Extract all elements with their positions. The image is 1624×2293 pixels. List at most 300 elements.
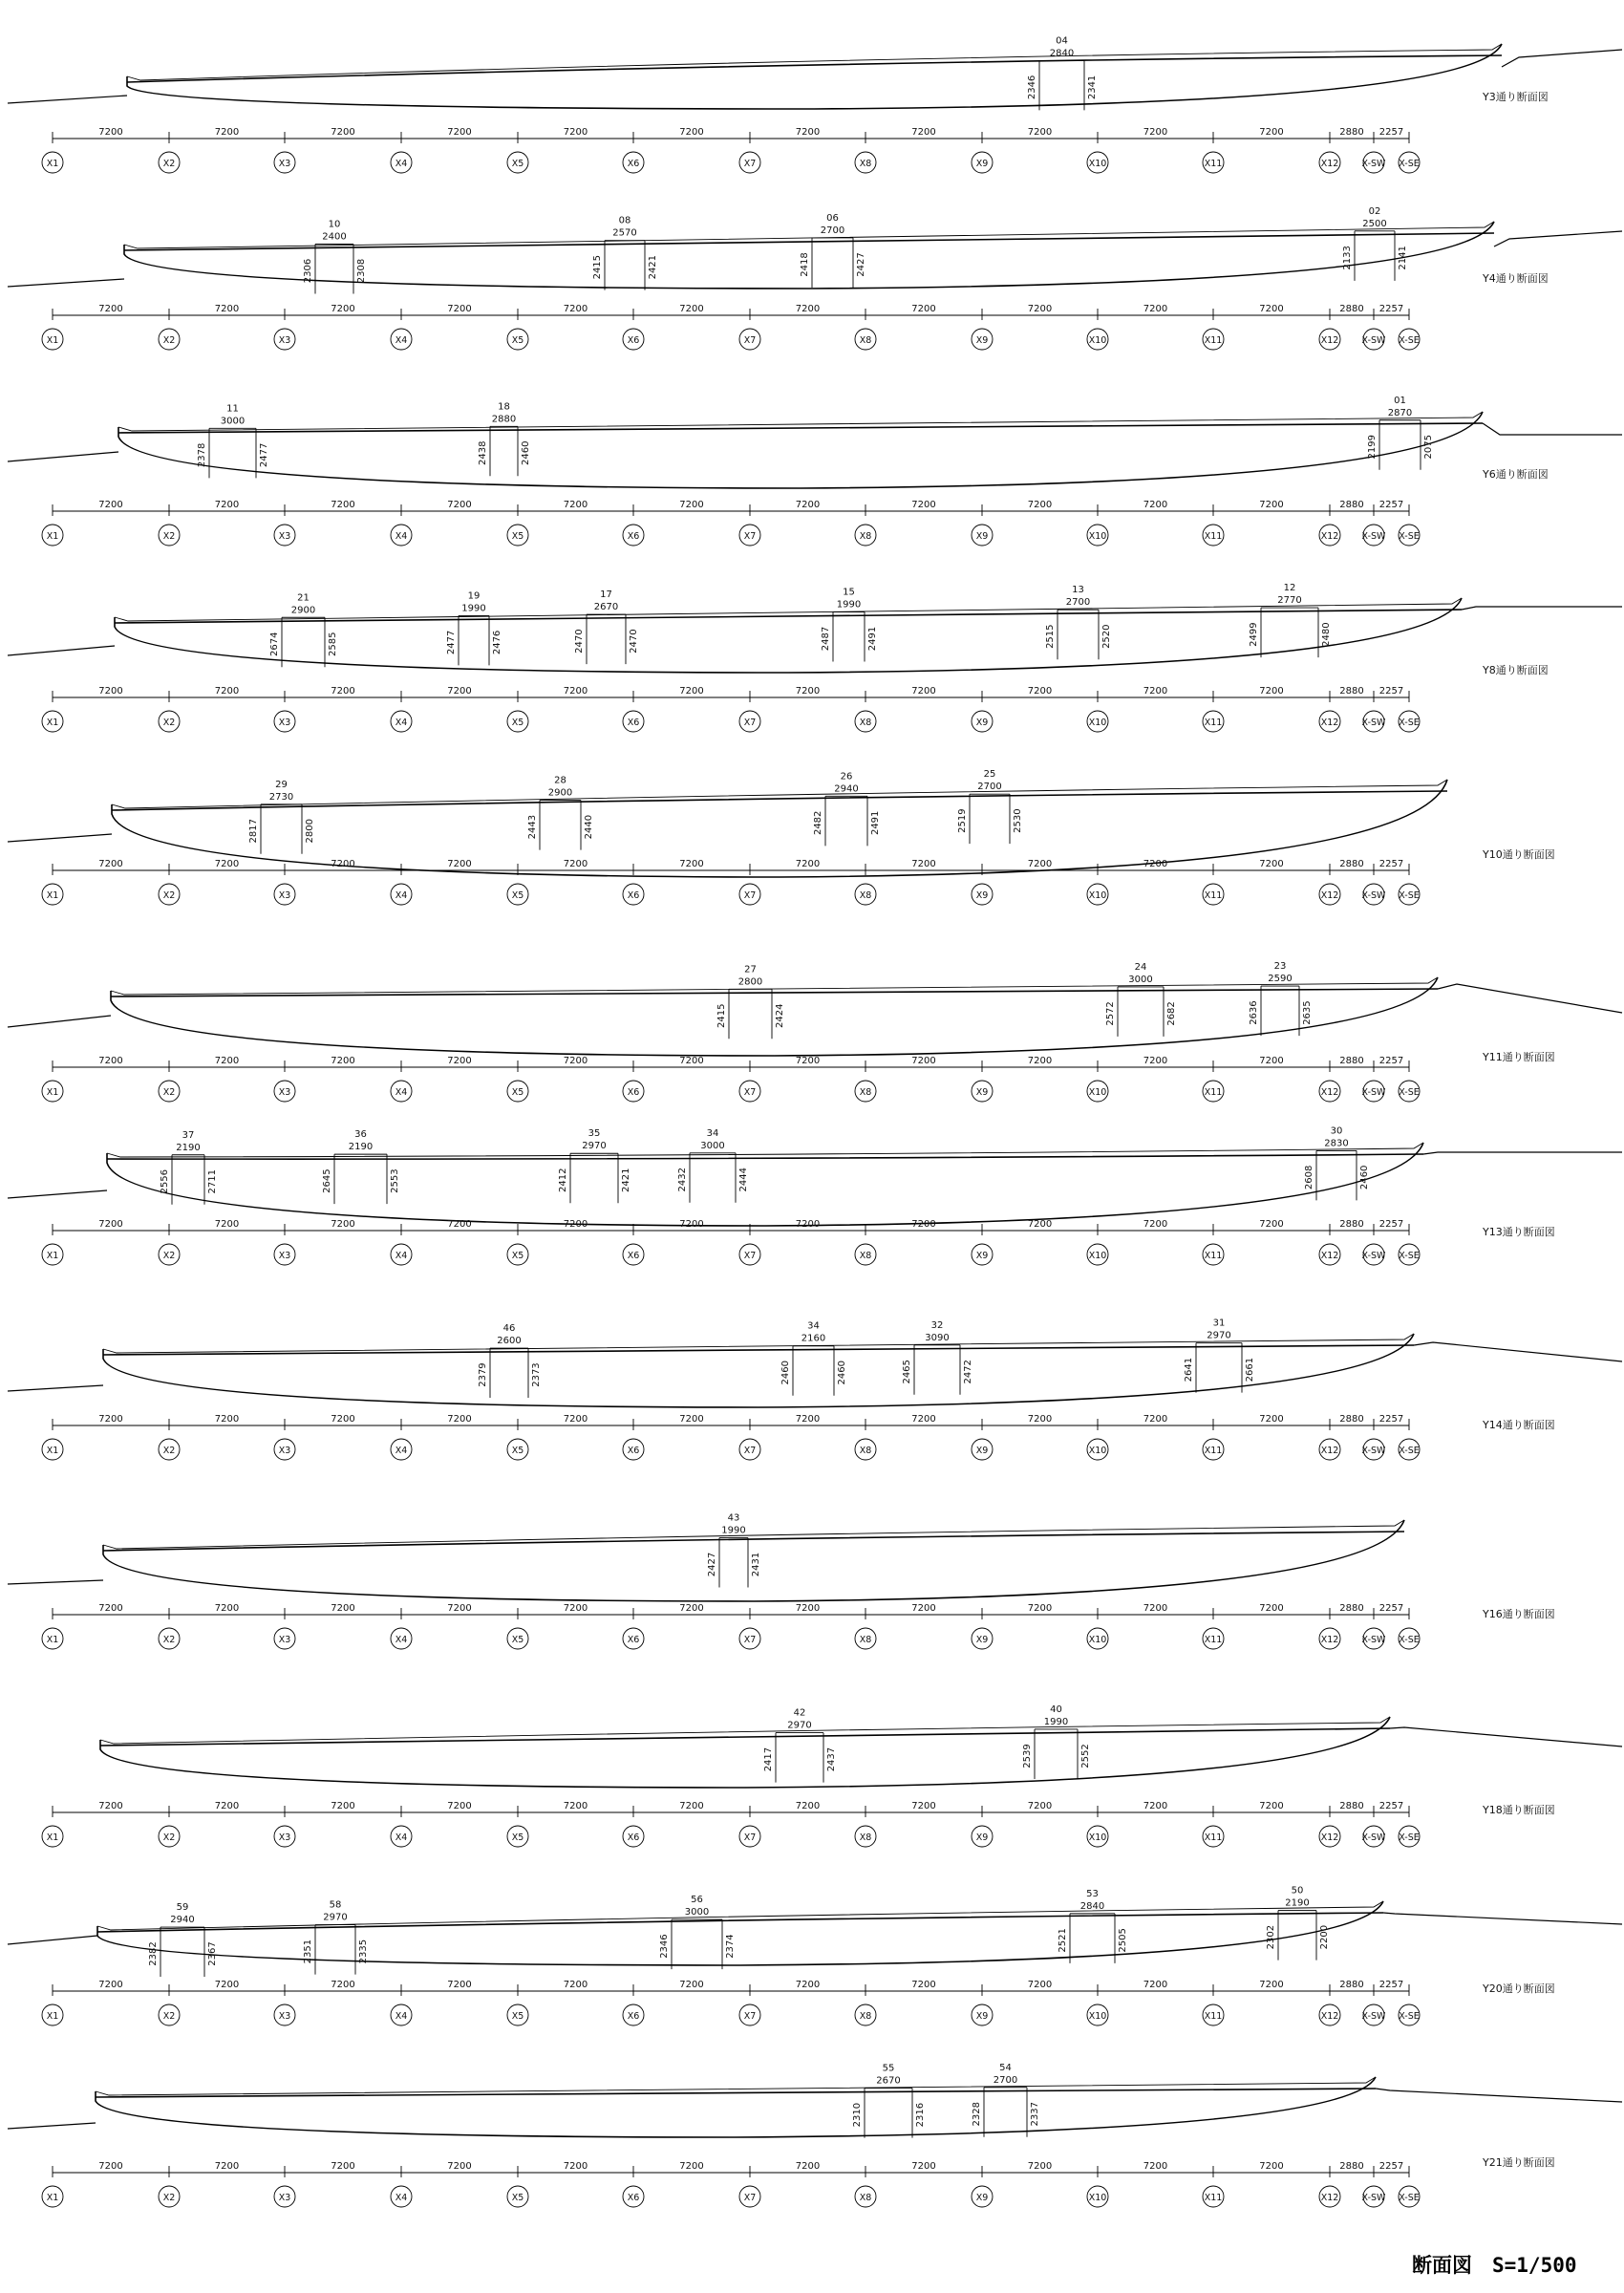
grid-label: X11 (1204, 1635, 1223, 1645)
grid-span-label: 7200 (214, 1603, 240, 1614)
grid-label: X10 (1088, 1251, 1107, 1261)
grid-label: X-SE (1399, 1446, 1420, 1456)
section-y-4 (8, 769, 1555, 905)
width-value: 3000 (684, 1907, 710, 1918)
grid-span-label: 7200 (911, 127, 936, 138)
height-left-value: 2346 (659, 1934, 670, 1959)
grid-span-label: 7200 (331, 304, 355, 314)
grid-span-label: 7200 (1027, 304, 1053, 314)
measure-point (574, 589, 639, 664)
ground-line-right (1423, 1152, 1622, 1154)
ground-line-left (8, 1190, 107, 1198)
grid-label: X2 (162, 2193, 176, 2203)
grid-label: X9 (975, 1635, 989, 1645)
grid-label: X1 (46, 890, 59, 901)
grid-span-label: 7200 (447, 1414, 472, 1425)
ground-line-right (1376, 2089, 1622, 2102)
grid-label: X5 (511, 2011, 524, 2022)
grid-label: X-SE (1399, 531, 1420, 542)
width-value: 2190 (348, 1142, 374, 1153)
grid-axis (42, 500, 1420, 546)
point-id: 30 (1330, 1125, 1343, 1137)
measure-point (957, 769, 1023, 844)
measure-point (478, 401, 531, 476)
point-id: 18 (498, 401, 510, 413)
section-label: Y11通り断面図 (1483, 1051, 1555, 1063)
height-right-value: 2424 (775, 1003, 785, 1029)
grid-span-label: 7200 (1143, 859, 1168, 869)
width-value: 1990 (721, 1525, 746, 1536)
width-value: 2880 (491, 414, 517, 425)
grid-label: X11 (1204, 335, 1223, 346)
grid-label: X8 (859, 1251, 872, 1261)
height-right-value: 2553 (390, 1168, 400, 1193)
grid-span-label: 7200 (1259, 1801, 1284, 1811)
measure-point (1266, 1886, 1330, 1961)
section-y-11 (8, 2063, 1622, 2207)
height-left-value: 2310 (852, 2102, 863, 2128)
grid-label: X4 (395, 1832, 408, 1843)
height-left-value: 2306 (303, 258, 313, 284)
point-id: 19 (467, 590, 481, 602)
height-right-value: 2444 (738, 1168, 749, 1192)
ground-line-left (8, 96, 127, 103)
measure-point (852, 2064, 926, 2138)
grid-label: X11 (1204, 2193, 1223, 2203)
point-id: 40 (1050, 1704, 1062, 1715)
grid-span-label: 7200 (447, 500, 472, 510)
sections-layer (8, 35, 1622, 2207)
grid-span-label: 2880 (1339, 1980, 1364, 1990)
ground-line-right (1414, 1342, 1622, 1361)
height-right-value: 2427 (856, 252, 866, 277)
point-id: 34 (807, 1320, 820, 1332)
grid-span-label: 2880 (1339, 2161, 1364, 2172)
grid-label: X4 (395, 718, 408, 728)
grid-label: X5 (511, 718, 524, 728)
grid-label: X10 (1088, 335, 1107, 346)
grid-span-label: 7200 (331, 1801, 355, 1811)
width-value: 1990 (836, 599, 862, 611)
measure-point (821, 588, 878, 662)
height-right-value: 2421 (621, 1168, 631, 1192)
grid-label: X3 (278, 531, 291, 542)
width-value: 1990 (1043, 1716, 1069, 1727)
grid-span-label: 7200 (98, 304, 123, 314)
section-label: Y13通り断面図 (1483, 1226, 1555, 1238)
grid-span-label: 7200 (214, 859, 240, 869)
width-value: 2770 (1277, 595, 1302, 607)
grid-span-label: 7200 (679, 1801, 704, 1811)
height-right-value: 2440 (584, 814, 594, 840)
grid-label: X-SW (1361, 1832, 1386, 1843)
grid-span-label: 7200 (447, 127, 472, 138)
section-top-line (115, 610, 1462, 623)
point-id: 26 (840, 771, 853, 782)
width-value: 2840 (1079, 1900, 1105, 1912)
point-id: 27 (744, 964, 757, 975)
ground-line-left (8, 1385, 103, 1391)
section-y-8 (8, 1513, 1555, 1649)
grid-span-label: 7200 (331, 127, 355, 138)
section-bottom-curve (103, 1334, 1414, 1407)
grid-label: X1 (46, 159, 59, 169)
grid-span-label: 2880 (1339, 304, 1364, 314)
grid-span-label: 7200 (331, 859, 355, 869)
grid-span-label: 7200 (1259, 500, 1284, 510)
height-left-value: 2302 (1266, 1924, 1276, 1950)
point-id: 23 (1273, 961, 1287, 973)
grid-label: X8 (859, 1087, 872, 1098)
grid-label: X4 (395, 1087, 408, 1098)
height-right-value: 2470 (629, 629, 639, 654)
grid-span-label: 2880 (1339, 1219, 1364, 1230)
grid-span-label: 7200 (214, 1980, 240, 1990)
height-left-value: 2465 (902, 1360, 912, 1384)
grid-label: X-SE (1399, 1087, 1420, 1098)
grid-label: X-SW (1361, 2011, 1386, 2022)
section-y-6 (8, 1125, 1622, 1265)
grid-span-label: 7200 (1143, 1414, 1168, 1425)
grid-label: X3 (278, 2193, 291, 2203)
width-value: 2700 (977, 782, 1002, 793)
grid-span-label: 7200 (679, 1056, 704, 1066)
grid-label: X3 (278, 1832, 291, 1843)
grid-span-label: 7200 (447, 1219, 472, 1230)
grid-span-label: 7200 (1027, 500, 1053, 510)
grid-span-label: 7200 (98, 1980, 123, 1990)
height-right-value: 2477 (259, 442, 269, 468)
height-right-value: 2476 (492, 630, 502, 655)
grid-label: X4 (395, 335, 408, 346)
width-value: 2570 (612, 227, 637, 239)
grid-span-label: 7200 (447, 1801, 472, 1811)
measure-point (763, 1708, 837, 1783)
grid-label: X6 (627, 1087, 640, 1098)
point-id: 01 (1394, 395, 1406, 406)
height-left-value: 2521 (1058, 1928, 1068, 1953)
width-value: 2600 (497, 1336, 522, 1347)
width-value: 2970 (787, 1720, 812, 1731)
measure-point (303, 1900, 369, 1975)
height-right-value: 2367 (207, 1941, 218, 1966)
ground-line-left (8, 2123, 96, 2129)
grid-span-label: 2880 (1339, 1414, 1364, 1425)
height-left-value: 2351 (303, 1939, 313, 1964)
grid-label: X4 (395, 1446, 408, 1456)
grid-span-label: 7200 (911, 304, 936, 314)
height-left-value: 2427 (707, 1552, 717, 1577)
grid-label: X5 (511, 531, 524, 542)
ground-line-left (8, 646, 115, 655)
grid-label: X5 (511, 2193, 524, 2203)
grid-span-label: 7200 (331, 1219, 355, 1230)
height-right-value: 2491 (870, 810, 881, 836)
grid-axis (42, 1801, 1420, 1847)
section-parapet-line (107, 1140, 1423, 1157)
section-y-7 (8, 1318, 1622, 1460)
grid-label: X11 (1204, 718, 1223, 728)
grid-span-label: 7200 (795, 1414, 821, 1425)
point-id: 58 (329, 1899, 342, 1911)
grid-label: X-SE (1399, 2011, 1420, 2022)
grid-span-label: 7200 (98, 859, 123, 869)
grid-label: X3 (278, 890, 291, 901)
section-bottom-curve (100, 1717, 1390, 1788)
grid-span-label: 7200 (1259, 304, 1284, 314)
height-right-value: 2585 (328, 632, 338, 656)
grid-span-label: 7200 (1259, 1056, 1284, 1066)
height-left-value: 2328 (972, 2102, 982, 2127)
grid-span-label: 7200 (1259, 1414, 1284, 1425)
grid-label: X-SE (1399, 718, 1420, 728)
grid-span-label: 7200 (98, 500, 123, 510)
grid-span-label: 7200 (98, 1414, 123, 1425)
section-label: Y4通り断面図 (1483, 272, 1549, 285)
point-id: 31 (1212, 1318, 1226, 1329)
measure-point (1249, 961, 1313, 1036)
grid-label: X9 (975, 2011, 989, 2022)
height-left-value: 2470 (574, 629, 585, 654)
grid-label: X12 (1320, 1251, 1339, 1261)
grid-span-label: 7200 (563, 1219, 588, 1230)
grid-label: X11 (1204, 2011, 1223, 2022)
grid-span-label: 7200 (331, 1056, 355, 1066)
grid-label: X-SW (1361, 1251, 1386, 1261)
grid-span-label: 7200 (563, 1801, 588, 1811)
section-parapet-line (103, 1520, 1404, 1549)
grid-span-label: 7200 (1259, 1219, 1284, 1230)
height-right-value: 2431 (751, 1552, 761, 1577)
grid-label: X10 (1088, 1635, 1107, 1645)
grid-label: X8 (859, 2011, 872, 2022)
grid-axis (42, 1980, 1420, 2025)
grid-span-label: 2257 (1378, 304, 1404, 314)
height-right-value: 2491 (867, 626, 878, 652)
grid-label: X6 (627, 2193, 640, 2203)
point-id: 35 (588, 1128, 601, 1140)
point-id: 32 (930, 1319, 944, 1331)
height-left-value: 2572 (1105, 1001, 1116, 1026)
grid-label: X4 (395, 159, 408, 169)
height-left-value: 2412 (558, 1168, 568, 1192)
grid-span-label: 2257 (1378, 1980, 1404, 1990)
grid-label: X8 (859, 718, 872, 728)
grid-span-label: 7200 (1027, 859, 1053, 869)
grid-label: X2 (162, 335, 176, 346)
height-left-value: 2199 (1367, 435, 1378, 460)
grid-label: X-SE (1399, 1832, 1420, 1843)
measure-point (1105, 962, 1177, 1037)
measure-point (1058, 1889, 1128, 1963)
grid-span-label: 7200 (98, 1801, 123, 1811)
ground-line-right (1502, 50, 1622, 67)
grid-label: X10 (1088, 2011, 1107, 2022)
grid-span-label: 7200 (1027, 1414, 1053, 1425)
measure-point (780, 1321, 847, 1396)
grid-label: X3 (278, 1251, 291, 1261)
grid-label: X2 (162, 1087, 176, 1098)
drawing-title: 断面図 S=1/500 (1412, 2254, 1577, 2277)
height-right-value: 2341 (1087, 75, 1098, 100)
grid-label: X6 (627, 2011, 640, 2022)
measure-point (303, 219, 367, 293)
height-left-value: 2417 (763, 1747, 774, 1772)
grid-label: X3 (278, 1635, 291, 1645)
grid-label: X2 (162, 531, 176, 542)
grid-span-label: 7200 (795, 304, 821, 314)
grid-axis (42, 304, 1420, 350)
grid-span-label: 7200 (679, 500, 704, 510)
section-y-5 (8, 961, 1622, 1102)
grid-label: X7 (743, 531, 757, 542)
point-id: 34 (706, 1127, 719, 1139)
grid-label: X7 (743, 1251, 757, 1261)
section-bottom-curve (97, 1901, 1383, 1965)
grid-span-label: 7200 (679, 127, 704, 138)
grid-span-label: 7200 (1027, 1056, 1053, 1066)
grid-label: X9 (975, 1446, 989, 1456)
measure-point (148, 1902, 218, 1977)
grid-label: X5 (511, 1635, 524, 1645)
grid-span-label: 2880 (1339, 500, 1364, 510)
grid-span-label: 7200 (563, 1056, 588, 1066)
grid-label: X4 (395, 2193, 408, 2203)
grid-span-label: 7200 (98, 2161, 123, 2172)
section-top-line (96, 2089, 1376, 2097)
section-label: Y14通り断面図 (1483, 1419, 1555, 1431)
grid-label: X6 (627, 1446, 640, 1456)
grid-label: X11 (1204, 159, 1223, 169)
measure-point (478, 1323, 542, 1398)
point-id: 50 (1291, 1885, 1304, 1897)
grid-span-label: 7200 (98, 1056, 123, 1066)
point-id: 59 (176, 1902, 189, 1914)
width-value: 2190 (1285, 1897, 1310, 1909)
grid-label: X12 (1320, 531, 1339, 542)
grid-span-label: 7200 (98, 127, 123, 138)
section-parapet-line (127, 44, 1502, 80)
width-value: 2500 (1362, 218, 1387, 229)
grid-span-label: 7200 (911, 1980, 936, 1990)
grid-label: X4 (395, 890, 408, 901)
grid-span-label: 7200 (331, 1603, 355, 1614)
grid-span-label: 7200 (214, 686, 240, 696)
grid-label: X9 (975, 159, 989, 169)
height-right-value: 2075 (1423, 435, 1434, 460)
section-bottom-curve (118, 412, 1483, 488)
point-id: 02 (1368, 205, 1381, 217)
height-left-value: 2460 (780, 1361, 791, 1385)
measure-point (1184, 1318, 1255, 1393)
grid-span-label: 7200 (1259, 1980, 1284, 1990)
grid-label: X5 (511, 1832, 524, 1843)
height-right-value: 2374 (725, 1934, 736, 1959)
grid-label: X1 (46, 335, 59, 346)
grid-label: X7 (743, 718, 757, 728)
point-id: 21 (297, 592, 310, 604)
height-left-value: 2382 (148, 1941, 159, 1966)
section-label: Y8通り断面図 (1483, 664, 1549, 676)
grid-label: X8 (859, 1832, 872, 1843)
width-value: 2940 (170, 1915, 195, 1926)
grid-span-label: 7200 (214, 1056, 240, 1066)
grid-label: X4 (395, 2011, 408, 2022)
grid-span-label: 7200 (1143, 127, 1168, 138)
grid-label: X10 (1088, 890, 1107, 901)
section-y-0 (8, 35, 1622, 173)
grid-span-label: 7200 (563, 500, 588, 510)
grid-span-label: 7200 (795, 1056, 821, 1066)
ground-line-left (8, 1016, 111, 1027)
grid-label: X2 (162, 1251, 176, 1261)
grid-label: X2 (162, 2011, 176, 2022)
section-top-line (100, 1728, 1390, 1746)
ground-line-left (8, 1580, 103, 1584)
grid-label: X12 (1320, 1832, 1339, 1843)
grid-span-label: 7200 (563, 127, 588, 138)
section-y-9 (42, 1704, 1622, 1847)
section-label: Y6通り断面図 (1483, 468, 1549, 481)
grid-span-label: 7200 (214, 1219, 240, 1230)
height-right-value: 2335 (358, 1939, 369, 1964)
point-id: 08 (618, 215, 631, 226)
grid-span-label: 2880 (1339, 1056, 1364, 1066)
grid-span-label: 7200 (563, 686, 588, 696)
height-left-value: 2346 (1027, 75, 1037, 100)
grid-label: X11 (1204, 1087, 1223, 1098)
grid-label: X8 (859, 531, 872, 542)
height-right-value: 2711 (207, 1169, 218, 1194)
grid-label: X1 (46, 718, 59, 728)
grid-span-label: 7200 (563, 304, 588, 314)
point-id: 12 (1283, 583, 1296, 594)
ground-line-right (1483, 423, 1622, 435)
grid-label: X6 (627, 1635, 640, 1645)
grid-span-label: 7200 (331, 1980, 355, 1990)
measure-point (707, 1513, 761, 1588)
grid-label: X1 (46, 531, 59, 542)
height-right-value: 2460 (521, 440, 531, 466)
grid-label: X1 (46, 1251, 59, 1261)
grid-span-label: 7200 (679, 1603, 704, 1614)
grid-span-label: 7200 (679, 1980, 704, 1990)
height-left-value: 2438 (478, 440, 488, 466)
measure-point (677, 1128, 749, 1203)
height-left-value: 2487 (821, 626, 831, 652)
grid-label: X3 (278, 159, 291, 169)
grid-label: X5 (511, 1251, 524, 1261)
width-value: 2670 (876, 2075, 901, 2087)
grid-label: X-SW (1361, 159, 1386, 169)
ground-line-right (1438, 984, 1622, 1013)
grid-axis (42, 686, 1420, 732)
grid-span-label: 7200 (795, 127, 821, 138)
grid-label: X9 (975, 890, 989, 901)
height-right-value: 2316 (915, 2102, 926, 2128)
grid-span-label: 2257 (1378, 1414, 1404, 1425)
grid-span-label: 7200 (795, 500, 821, 510)
grid-label: X6 (627, 159, 640, 169)
grid-span-label: 2880 (1339, 859, 1364, 869)
grid-label: X12 (1320, 2193, 1339, 2203)
grid-span-label: 7200 (1143, 1980, 1168, 1990)
grid-label: X-SE (1399, 1251, 1420, 1261)
point-id: 29 (275, 779, 288, 790)
point-id: 56 (691, 1895, 703, 1906)
grid-span-label: 7200 (795, 1603, 821, 1614)
measure-point (160, 1130, 218, 1205)
